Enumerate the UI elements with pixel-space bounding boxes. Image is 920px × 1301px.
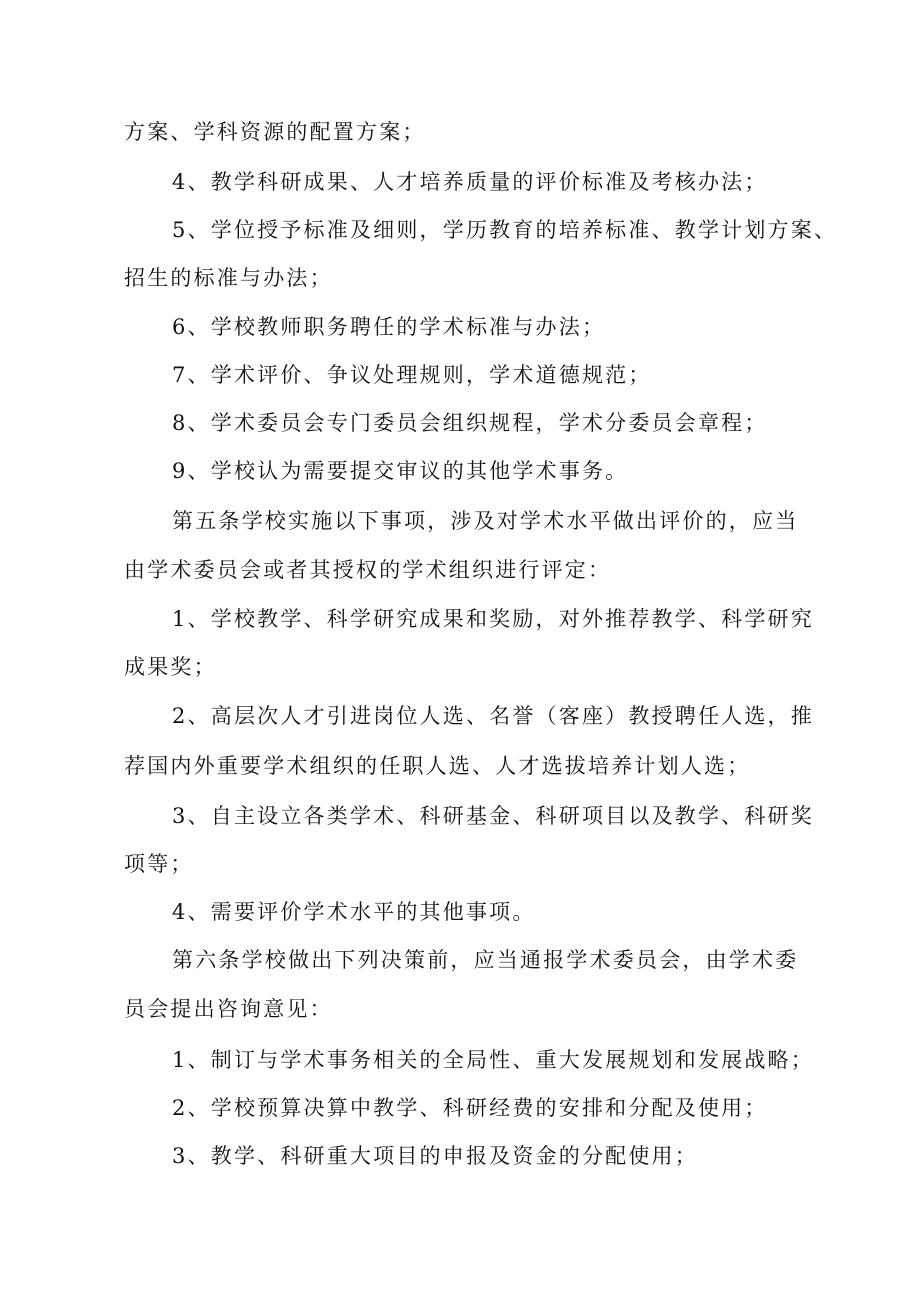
text-line: 荐国内外重要学术组织的任职人选、人才选拔培养计划人选； bbox=[124, 754, 751, 778]
text-line: 成果奖； bbox=[124, 655, 217, 679]
text-line: 第五条学校实施以下事项，涉及对学术水平做出评价的，应当 bbox=[172, 509, 799, 533]
text-line: 8、学术委员会专门委员会组织规程，学术分委员会章程； bbox=[172, 411, 768, 435]
text-line: 员会提出咨询意见： bbox=[124, 997, 333, 1021]
text-line: 2、高层次人才引进岗位人选、名誉（客座）教授聘任人选，推 bbox=[172, 704, 814, 728]
text-line: 1、制订与学术事务相关的全局性、重大发展规划和发展战略； bbox=[172, 1048, 814, 1072]
text-line: 4、需要评价学术水平的其他事项。 bbox=[172, 900, 536, 924]
text-line: 7、学术评价、争议处理规则，学术道德规范； bbox=[172, 363, 652, 387]
text-line: 6、学校教师职务聘任的学术标准与办法； bbox=[172, 315, 606, 339]
text-line: 2、学校预算决算中教学、科研经费的安排和分配及使用； bbox=[172, 1096, 768, 1120]
text-line: 第六条学校做出下列决策前，应当通报学术委员会，由学术委 bbox=[172, 948, 799, 972]
text-line: 3、自主设立各类学术、科研基金、科研项目以及教学、科研奖 bbox=[172, 804, 814, 828]
text-line: 项等； bbox=[124, 852, 194, 876]
text-line: 9、学校认为需要提交审议的其他学术事务。 bbox=[172, 459, 629, 483]
text-line: 4、教学科研成果、人才培养质量的评价标准及考核办法； bbox=[172, 170, 768, 194]
text-line: 由学术委员会或者其授权的学术组织进行评定： bbox=[124, 558, 612, 582]
text-line: 方案、学科资源的配置方案； bbox=[124, 120, 426, 144]
text-line: 1、学校教学、科学研究成果和奖励，对外推荐教学、科学研究 bbox=[172, 607, 814, 631]
text-line: 5、学位授予标准及细则，学历教育的培养标准、教学计划方案、 bbox=[172, 218, 838, 242]
text-line: 招生的标准与办法； bbox=[124, 266, 333, 290]
text-line: 3、教学、科研重大项目的申报及资金的分配使用； bbox=[172, 1144, 698, 1168]
